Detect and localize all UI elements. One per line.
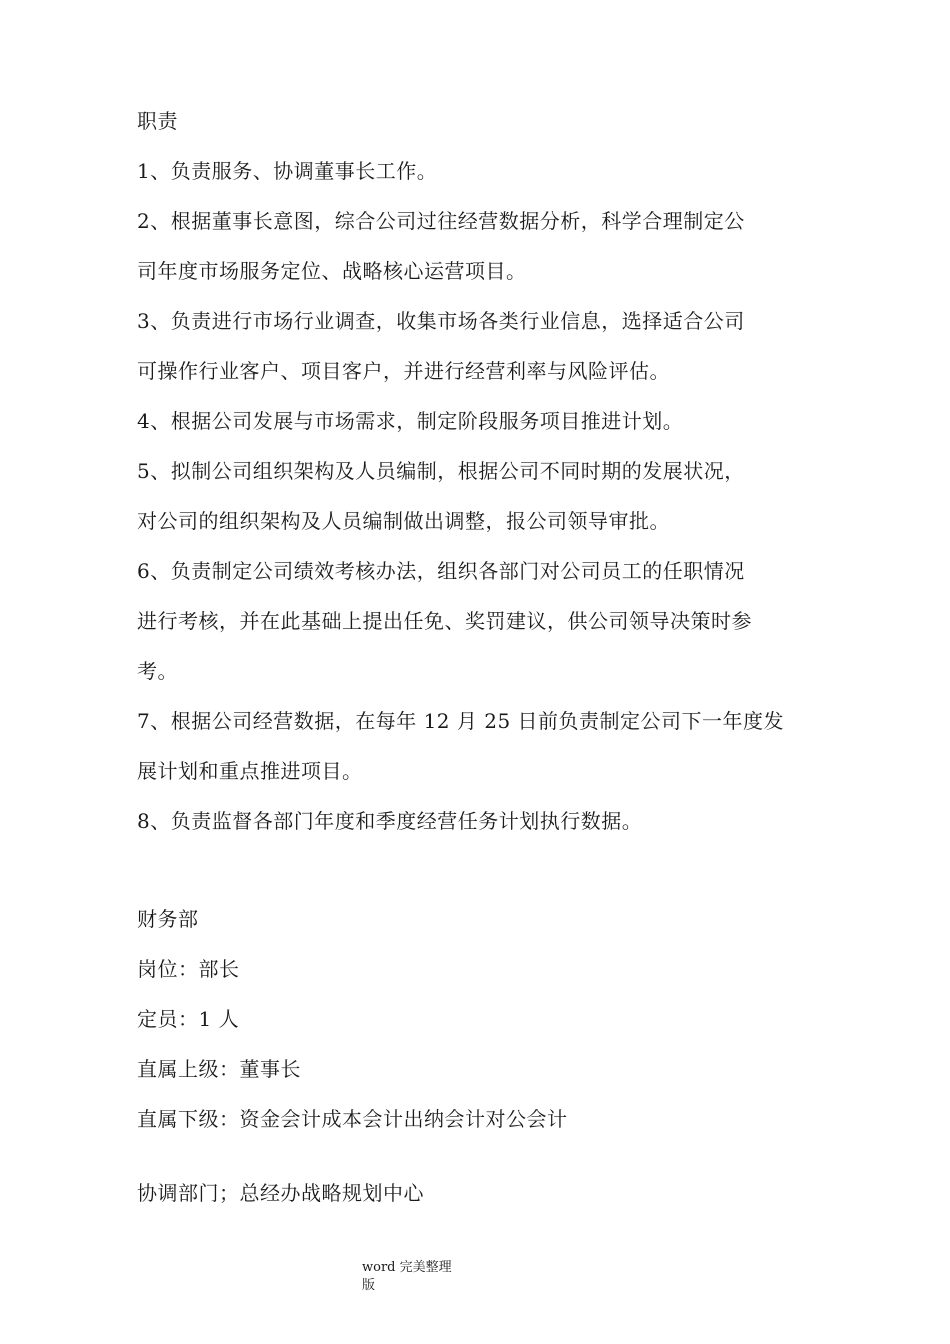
department-title: 财务部 <box>137 907 199 931</box>
responsibility-item-2: 2、根据董事长意图，综合公司过往经营数据分析，科学合理制定公 <box>137 209 745 233</box>
responsibility-item-3: 3、负责进行市场行业调查，收集市场各类行业信息，选择适合公司 <box>137 309 745 333</box>
subordinates-field: 直属下级：资金会计成本会计出纳会计对公会计 <box>137 1107 568 1131</box>
footer-line-1: word 完美整理 <box>362 1260 452 1275</box>
responsibility-item-5: 5、拟制公司组织架构及人员编制，根据公司不同时期的发展状况， <box>137 459 745 483</box>
headcount-field: 定员：1 人 <box>137 1007 240 1031</box>
page-footer <box>362 1259 452 1295</box>
responsibility-item-8: 8、负责监督各部门年度和季度经营任务计划执行数据。 <box>137 809 643 833</box>
responsibility-item-5-cont: 对公司的组织架构及人员编制做出调整，报公司领导审批。 <box>137 509 670 533</box>
responsibility-item-1: 1、负责服务、协调董事长工作。 <box>137 159 438 183</box>
responsibility-item-6-cont2: 考。 <box>137 659 178 683</box>
responsibility-item-6: 6、负责制定公司绩效考核办法，组织各部门对公司员工的任职情况 <box>137 559 745 583</box>
responsibility-item-7: 7、根据公司经营数据，在每年 12 月 25 日前负责制定公司下一年度发 <box>137 709 785 733</box>
responsibility-item-2-cont: 司年度市场服务定位、战略核心运营项目。 <box>137 259 527 283</box>
footer-line-2: 版 <box>362 1278 376 1293</box>
responsibility-item-6-cont: 进行考核，并在此基础上提出任免、奖罚建议，供公司领导决策时参 <box>137 609 752 633</box>
responsibility-item-4: 4、根据公司发展与市场需求，制定阶段服务项目推进计划。 <box>137 409 684 433</box>
responsibility-item-7-cont: 展计划和重点推进项目。 <box>137 759 363 783</box>
coordination-field: 协调部门；总经办战略规划中心 <box>137 1181 424 1205</box>
responsibility-item-3-cont: 可操作行业客户、项目客户，并进行经营利率与风险评估。 <box>137 359 670 383</box>
superior-field: 直属上级：董事长 <box>137 1057 301 1081</box>
section-heading-responsibilities: 职责 <box>137 109 178 133</box>
position-field: 岗位：部长 <box>137 957 240 981</box>
